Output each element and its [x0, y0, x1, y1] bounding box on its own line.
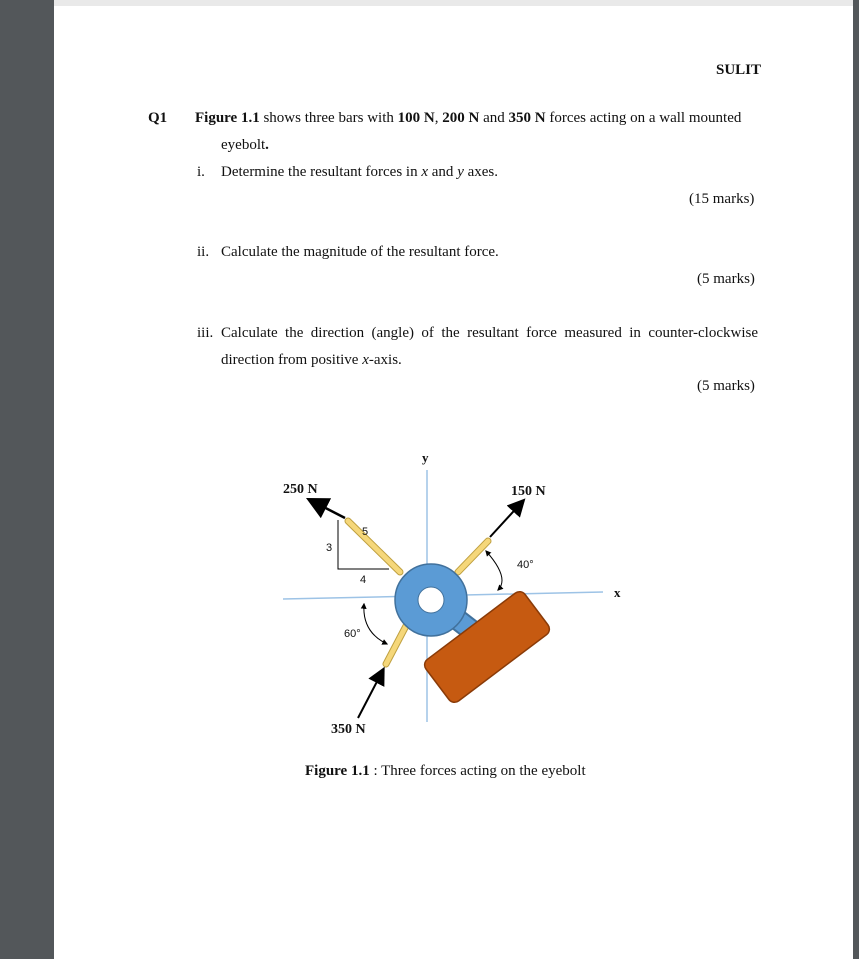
figure-ref: Figure 1.1: [195, 110, 260, 126]
force-150-label: 150 N: [511, 484, 546, 499]
angle-60-label: 60°: [344, 628, 361, 640]
part-iii-marks: (5 marks): [697, 378, 755, 394]
arrow-250: [310, 500, 345, 518]
arrow-150: [490, 501, 523, 537]
figure-caption: Figure 1.1 : Three forces acting on the eyebolt: [305, 763, 586, 779]
part-ii-marks: (5 marks): [697, 271, 755, 287]
arrow-350: [358, 670, 383, 718]
part-iii-text-line1: Calculate the direction (angle) of the resultant force measured in counter-clockwise: [221, 325, 758, 341]
part-i-marks: (15 marks): [689, 191, 755, 207]
question-intro-line2: eyebolt.: [221, 137, 269, 153]
slope-rise-label: 3: [326, 542, 333, 554]
classification-label: SULIT: [716, 62, 762, 78]
part-iii-text-line2: direction from positive x-axis.: [221, 352, 402, 368]
part-ii-label: ii.: [197, 244, 210, 260]
slope-hyp-label: 5: [362, 526, 369, 538]
part-iii-label: iii.: [197, 325, 214, 341]
slope-run-label: 4: [360, 574, 367, 586]
angle-arc-40: [486, 551, 502, 590]
eyebolt-hole: [418, 587, 444, 613]
question-number: Q1: [148, 110, 168, 126]
angle-40-label: 40°: [517, 559, 534, 571]
part-i-text: Determine the resultant forces in x and y axes.: [221, 164, 499, 180]
force-350-label: 350 N: [331, 722, 366, 737]
question-intro-line1: Figure 1.1 shows three bars with 100 N, 200 N and 350 N forces acting on a wall mounted: [195, 110, 742, 126]
force-250-label: 250 N: [283, 482, 318, 497]
part-i-label: i.: [197, 164, 205, 180]
x-axis-label: x: [614, 585, 621, 600]
y-axis-label: y: [422, 450, 429, 465]
part-ii-text: Calculate the magnitude of the resultant force.: [221, 244, 499, 260]
angle-arc-60: [364, 604, 387, 644]
